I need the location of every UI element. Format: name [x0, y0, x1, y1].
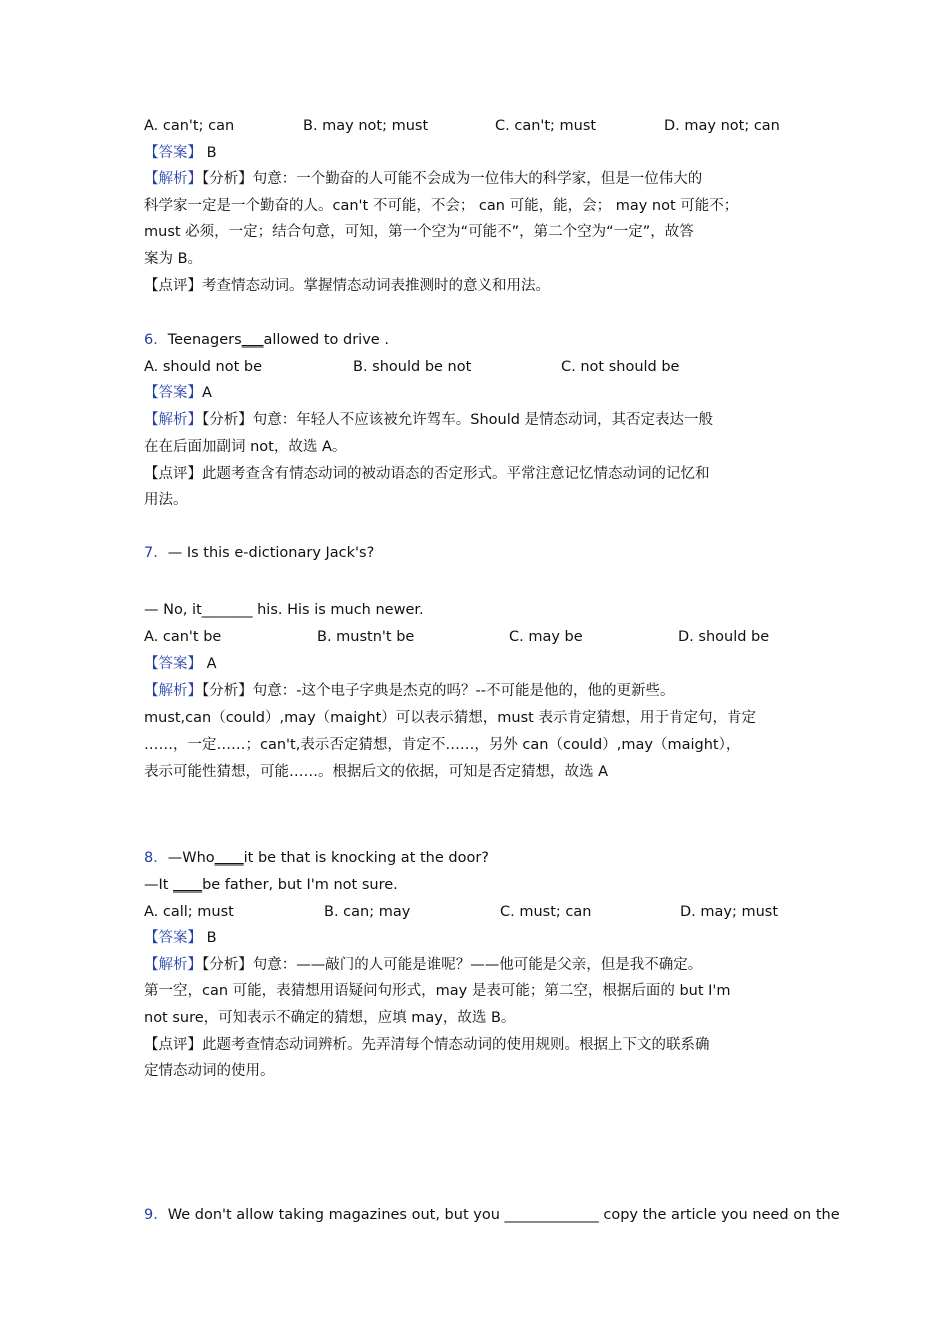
analysis-text: 【分析】句意：一个勤奋的人可能不会成为一位伟大的科学家，但是一位伟大的 [202, 171, 703, 187]
q5-analysis-line-4: 案为 B。 [144, 251, 203, 267]
q5-answer-line [144, 143, 217, 163]
q9-stem [144, 1205, 840, 1225]
q7-option-b: B. mustn't be [317, 629, 415, 645]
q8-answer-line [144, 928, 217, 948]
stem-text: be father, but I'm not sure. [202, 877, 398, 893]
q6-comment-line-1: 【点评】此题考查含有情态动词的被动语态的否定形式。平常注意记忆情态动词的记忆和 [144, 466, 710, 482]
q8-option-a: A. call; must [144, 904, 234, 920]
q7-analysis-line-1 [144, 681, 674, 701]
answer-tag: 【答案】 [144, 385, 202, 401]
analysis-text: 【分析】句意：-这个电子字典是杰克的吗？--不可能是他的，他的更新些。 [202, 683, 675, 699]
analysis-tag: 【解析】 [144, 412, 202, 428]
analysis-tag: 【解析】 [144, 683, 202, 699]
q8-option-d: D. may; must [680, 904, 779, 920]
q8-analysis-line-2: 第一空，can 可能，表猜想用语疑问句形式，may 是表可能；第二空，根据后面的 but I'm [144, 983, 731, 999]
q6-analysis-line-1 [144, 410, 713, 430]
q8-stem-2 [144, 875, 398, 895]
q8-analysis-line-3: not sure，可知表示不确定的猜想，应填 may，故选 B。 [144, 1010, 516, 1026]
answer-value: A [202, 385, 212, 401]
q8-option-c: C. must; can [500, 904, 592, 920]
answer-blank: ____ [173, 877, 203, 893]
q7-stem-1 [144, 543, 374, 563]
analysis-tag: 【解析】 [144, 171, 202, 187]
q6-option-c: C. not should be [561, 359, 680, 375]
analysis-tag: 【解析】 [144, 957, 202, 973]
q7-option-a: A. can't be [144, 629, 222, 645]
q7-analysis-line-2: must,can（could）,may（maight）可以表示猜想，must 表示肯定猜想，用于肯定句，肯定 [144, 710, 756, 726]
q6-stem [144, 330, 389, 350]
analysis-text: 【分析】句意：——敲门的人可能是谁呢？——他可能是父亲，但是我不确定。 [202, 957, 703, 973]
q7-option-d: D. should be [678, 629, 770, 645]
q7-stem-2: — No, it_______ his. His is much newer. [144, 602, 424, 618]
stem-text: — Is this e-dictionary Jack's? [167, 545, 375, 561]
q8-stem-1 [144, 848, 489, 868]
q5-option-a: A. can't; can [144, 118, 235, 134]
question-number: 9． [144, 1207, 168, 1223]
q6-answer-line [144, 383, 212, 403]
q5-comment: 【点评】考查情态动词。掌握情态动词表推测时的意义和用法。 [144, 278, 550, 294]
q8-comment-line-2: 定情态动词的使用。 [144, 1063, 275, 1079]
question-number: 6． [144, 332, 168, 348]
answer-value: B [206, 930, 217, 946]
answer-value: B [206, 145, 217, 161]
answer-tag: 【答案】 [144, 930, 202, 946]
analysis-text: 【分析】句意：年轻人不应该被允许驾车。Should 是情态动词，其否定表达一般 [202, 412, 714, 428]
answer-tag: 【答案】 [144, 656, 202, 672]
q6-option-b: B. should be not [353, 359, 472, 375]
q8-option-b: B. can; may [324, 904, 411, 920]
question-number: 7． [144, 545, 168, 561]
answer-tag: 【答案】 [144, 145, 202, 161]
q7-answer-line [144, 654, 217, 674]
stem-text: it be that is knocking at the door? [243, 850, 489, 866]
stem-text: —Who [167, 850, 215, 866]
stem-text: allowed to drive . [263, 332, 389, 348]
q7-analysis-line-4: 表示可能性猜想，可能……。根据后文的依据，可知是否定猜想，故选 A [144, 764, 609, 780]
stem-text: Teenagers [167, 332, 242, 348]
q6-comment-line-2: 用法。 [144, 492, 188, 508]
stem-text: We don't allow taking magazines out, but you _____________ copy the article you need on the [167, 1207, 840, 1223]
q5-analysis-line-1 [144, 169, 702, 189]
q7-option-c: C. may be [509, 629, 583, 645]
answer-blank: ___ [241, 332, 264, 348]
q5-option-c: C. can't; must [495, 118, 597, 134]
answer-blank: ____ [214, 850, 244, 866]
q6-option-a: A. should not be [144, 359, 263, 375]
q5-option-d: D. may not; can [664, 118, 780, 134]
q8-comment-line-1: 【点评】此题考查情态动词辨析。先弄清每个情态动词的使用规则。根据上下文的联系确 [144, 1037, 710, 1053]
q5-analysis-line-3: must 必须，一定；结合句意，可知，第一个空为“可能不”，第二个空为“一定”，故答 [144, 224, 694, 240]
answer-value: A [206, 656, 217, 672]
q7-analysis-line-3: ……，一定……；can't,表示否定猜想，肯定不……，另外 can（could）,may（maight）， [144, 737, 741, 753]
q6-analysis-line-2: 在在后面加副词 not，故选 A。 [144, 439, 347, 455]
q5-option-b: B. may not; must [303, 118, 429, 134]
stem-text: —It [144, 877, 174, 893]
q8-analysis-line-1 [144, 955, 702, 975]
q5-analysis-line-2: 科学家一定是一个勤奋的人。can't 不可能，不会； can 可能，能，会； may not 可能不； [144, 198, 739, 214]
question-number: 8． [144, 850, 168, 866]
